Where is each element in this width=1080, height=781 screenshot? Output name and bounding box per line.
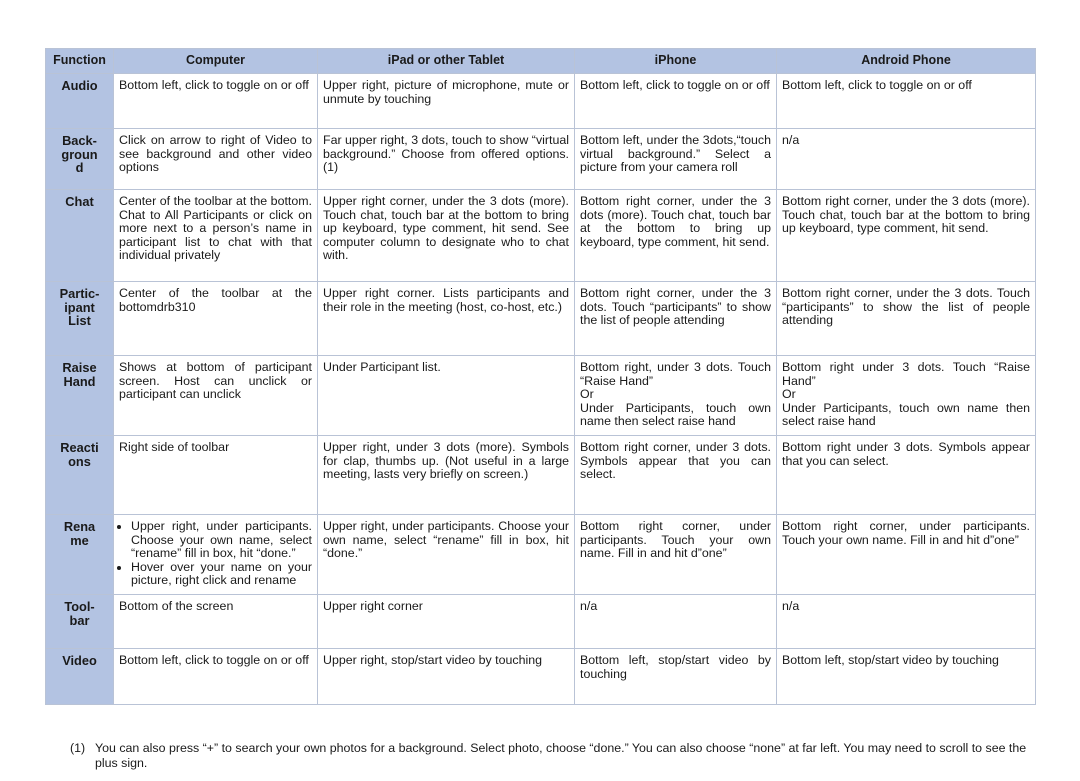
zoom-functions-table — [45, 48, 1036, 705]
footnote — [70, 741, 1035, 771]
function-label-text: Rena me — [63, 519, 96, 548]
function-label: Audio — [46, 74, 114, 129]
table-row-participant-list — [46, 282, 1036, 356]
list-item: • Upper right, under participants. Choose your own name, select “rename” fill in box, hit “done.” — [131, 520, 312, 561]
function-label-text: Reacti ons — [60, 440, 99, 469]
ipad-cell: Upper right, under 3 dots (more). Symbols for clap, thumbs up. (Not useful in a large meeting, lasts very briefly on screen.) — [318, 436, 575, 515]
android-line: Or — [782, 387, 796, 402]
table-row-background — [46, 129, 1036, 190]
function-label — [46, 436, 114, 515]
iphone-cell: Bottom left, stop/start video by touching — [575, 649, 777, 705]
ipad-cell: Upper right corner. Lists participants and their role in the meeting (host, co-host, etc.) — [318, 282, 575, 356]
android-cell: Bottom right corner, under participants. Touch your own name. Fill in and hit d”one” — [777, 515, 1036, 595]
table-row-chat — [46, 190, 1036, 282]
android-cell: n/a — [777, 129, 1036, 190]
list-item: • Hover over your name on your picture, right click and rename — [131, 561, 312, 588]
iphone-cell: Bottom right corner, under 3 dots. Symbols appear that you can select. — [575, 436, 777, 515]
column-header-ipad: iPad or other Tablet — [318, 49, 575, 74]
computer-cell: Bottom left, click to toggle on or off — [114, 649, 318, 705]
computer-cell: Right side of toolbar — [114, 436, 318, 515]
computer-cell: Shows at bottom of participant screen. Host can unclick or participant can unclick — [114, 356, 318, 436]
ipad-cell: Upper right corner, under the 3 dots (more). Touch chat, touch bar at the bottom to bring up keyboard, type comment, hit send. See computer column to designate who to chat with. — [318, 190, 575, 282]
iphone-line: Or — [580, 387, 594, 402]
table-row-reactions — [46, 436, 1036, 515]
android-cell: Bottom left, stop/start video by touching — [777, 649, 1036, 705]
function-label-text: Raise Hand — [62, 360, 97, 389]
footnote-number: (1) — [70, 741, 86, 755]
iphone-line: Bottom right, under 3 dots. Touch “Raise Hand” — [580, 360, 771, 388]
computer-cell: Center of the toolbar at the bottom. Chat to All Participants or click on more next to a person’s name in participant list to chat with that individual privately — [114, 190, 318, 282]
column-header-computer: Computer — [114, 49, 318, 74]
function-label: Video — [46, 649, 114, 705]
android-line: Under Participants, touch own name then select raise hand — [782, 400, 1030, 429]
ipad-cell: Upper right, picture of microphone, mute or unmute by touching — [318, 74, 575, 129]
computer-cell: Bottom left, click to toggle on or off — [114, 74, 318, 129]
iphone-cell: Bottom right corner, under the 3 dots. Touch “participants” to show the list of people attending — [575, 282, 777, 356]
column-header-function: Function — [46, 49, 114, 74]
android-cell: Bottom right under 3 dots. Symbols appear that you can select. — [777, 436, 1036, 515]
column-header-android: Android Phone — [777, 49, 1036, 74]
iphone-cell: Bottom left, under the 3dots,“touch virtual background.” Select a picture from your camera roll — [575, 129, 777, 190]
function-label — [46, 282, 114, 356]
iphone-cell: Bottom right corner, under the 3 dots (more). Touch chat, touch bar at the bottom to bring up keyboard, type comment, hit send. — [575, 190, 777, 282]
column-header-iphone: iPhone — [575, 49, 777, 74]
ipad-cell: Upper right, stop/start video by touching — [318, 649, 575, 705]
table-row-rename — [46, 515, 1036, 595]
android-cell: n/a — [777, 595, 1036, 649]
table-row-toolbar — [46, 595, 1036, 649]
function-label — [46, 595, 114, 649]
table-row-raise-hand — [46, 356, 1036, 436]
ipad-cell: Upper right, under participants. Choose your own name, select “rename” fill in box, hit “done.” — [318, 515, 575, 595]
computer-cell: Center of the toolbar at the bottomdrb310 — [114, 282, 318, 356]
ipad-cell: Under Participant list. — [318, 356, 575, 436]
footnote-text: You can also press “+” to search your own photos for a background. Select photo, choose “done.” You can also choose “none” at far left. You may need to scroll to see the plus sign. — [95, 741, 1027, 770]
iphone-cell — [575, 356, 777, 436]
computer-bullet-list — [119, 520, 312, 588]
android-cell — [777, 356, 1036, 436]
table-row-video — [46, 649, 1036, 705]
computer-cell: Bottom of the screen — [114, 595, 318, 649]
computer-cell — [114, 515, 318, 595]
android-cell: Bottom right corner, under the 3 dots. Touch “participants” to show the list of people attending — [777, 282, 1036, 356]
function-label-text: Partic-ipant List — [59, 286, 100, 329]
android-cell: Bottom left, click to toggle on or off — [777, 74, 1036, 129]
android-cell: Bottom right corner, under the 3 dots (more). Touch chat, touch bar at the bottom to bring up keyboard, type comment, hit send. — [777, 190, 1036, 282]
iphone-line: Under Participants, touch own name then select raise hand — [580, 400, 771, 429]
iphone-cell: n/a — [575, 595, 777, 649]
iphone-cell: Bottom right corner, under participants. Touch your own name. Fill in and hit d”one” — [575, 515, 777, 595]
function-label-text: Tool-bar — [64, 599, 95, 628]
function-label-text: Back-ground — [61, 133, 98, 176]
table-row-audio — [46, 74, 1036, 129]
android-line: Bottom right under 3 dots. Touch “Raise Hand” — [782, 360, 1030, 388]
ipad-cell: Far upper right, 3 dots, touch to show “virtual background.” Choose from offered options. (1) — [318, 129, 575, 190]
function-label: Chat — [46, 190, 114, 282]
computer-cell: Click on arrow to right of Video to see background and other video options — [114, 129, 318, 190]
iphone-cell: Bottom left, click to toggle on or off — [575, 74, 777, 129]
table-header-row — [46, 49, 1036, 74]
function-label — [46, 515, 114, 595]
function-label — [46, 356, 114, 436]
ipad-cell: Upper right corner — [318, 595, 575, 649]
function-label — [46, 129, 114, 190]
